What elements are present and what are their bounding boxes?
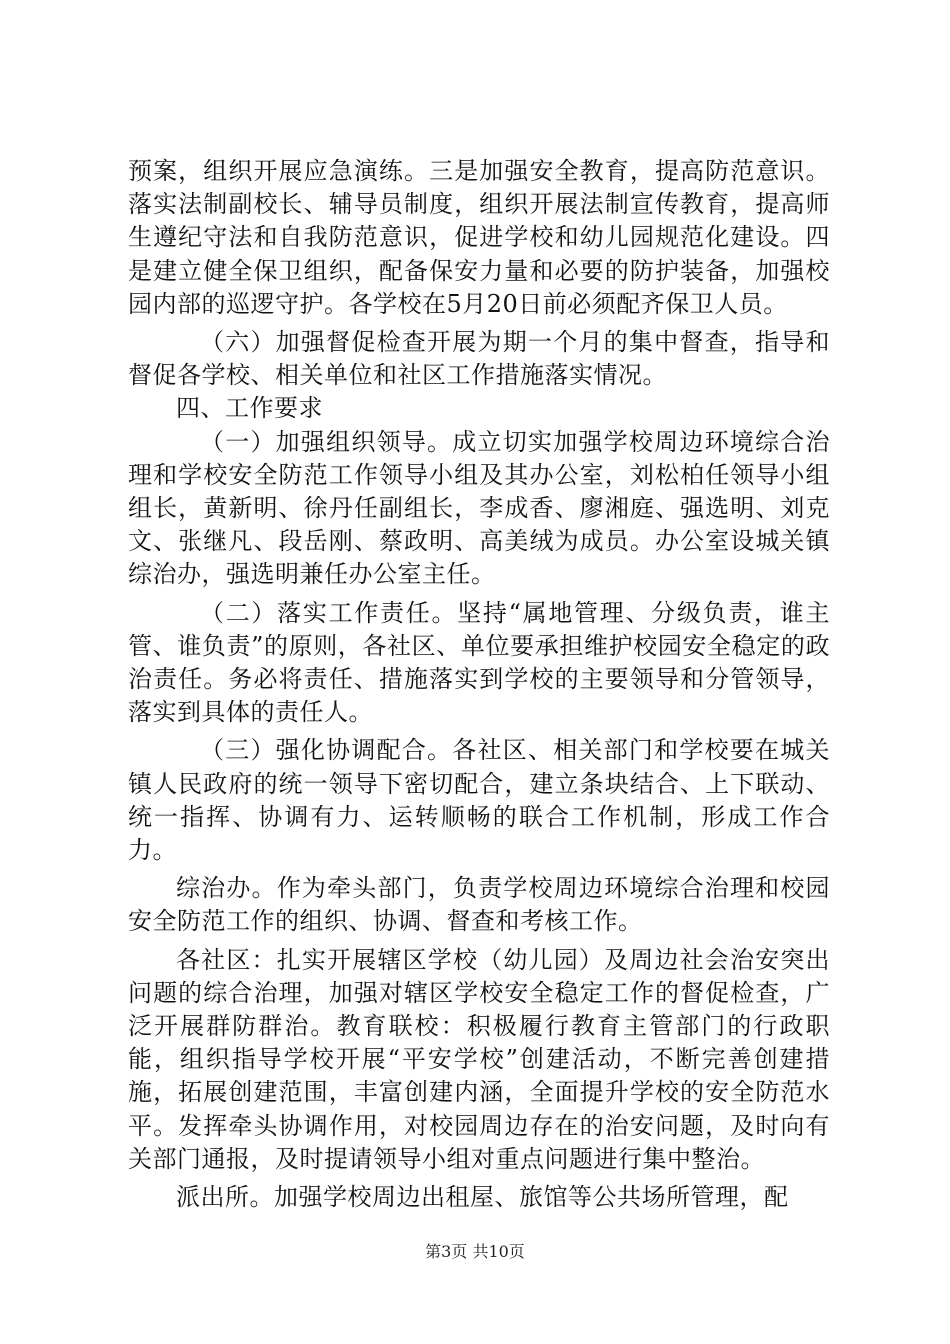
paragraph-police-station: 派出所。加强学校周边出租屋、旅馆等公共场所管理，配 [176, 1183, 789, 1212]
section-heading-work-requirements: 四、工作要求 [176, 394, 323, 423]
paragraph-communities: 各社区：扎实开展辖区学校（幼儿园）及周边社会治安突出问题的综合治理，加强对辖区学校安全稳定工作的督促检查，广泛开展群防群治。教育联校：积极履行教育主管部门的行政职能，组织指导学校开展“平安学校”创建活动，不断完善创建措施，拓展创建范围，丰富创建内涵，全面提升学校的安全防范水平。发挥牵头协调作用，对校园周边存在的治安问题，及时向有关部门通报，及时提请领导小组对重点问题进行集中整治。 [128, 945, 830, 1173]
paragraph-section-six: （六）加强督促检查开展为期一个月的集中督查，指导和督促各学校、相关单位和社区工作措施落实情况。 [128, 328, 830, 390]
document-body [128, 155, 830, 1214]
page-number-footer: 第3页 共10页 [425, 1242, 525, 1261]
paragraph-comprehensive-office: 综治办。作为牵头部门，负责学校周边环境综合治理和校园安全防范工作的组织、协调、督查和考核工作。 [128, 874, 830, 936]
paragraph-coordination: （三）强化协调配合。各社区、相关部门和学校要在城关镇人民政府的统一领导下密切配合，建立条块结合、上下联动、统一指挥、协调有力、运转顺畅的联合工作机制，形成工作合力。 [128, 736, 830, 865]
paragraph-organization-leadership: （一）加强组织领导。成立切实加强学校周边环境综合治理和学校安全防范工作领导小组及其办公室，刘松柏任领导小组组长，黄新明、徐丹任副组长，李成香、廖湘庭、强选明、刘克文、张继凡、段岳刚、蔡政明、高美绒为成员。办公室设城关镇综治办，强选明兼任办公室主任。 [128, 427, 830, 589]
paragraph-work-responsibility: （二）落实工作责任。坚持“属地管理、分级负责，谁主管、谁负责”的原则，各社区、单位要承担维护校园安全稳定的政治责任。务必将责任、措施落实到学校的主要领导和分管领导，落实到具体的责任人。 [128, 598, 830, 727]
paragraph-continuation: 预案，组织开展应急演练。三是加强安全教育，提高防范意识。落实法制副校长、辅导员制度，组织开展法制宣传教育，提高师生遵纪守法和自我防范意识，促进学校和幼儿园规范化建设。四是建立健全保卫组织，配备保安力量和必要的防护装备，加强校园内部的巡逻守护。各学校在5月20日前必须配齐保卫人员。 [128, 157, 830, 318]
